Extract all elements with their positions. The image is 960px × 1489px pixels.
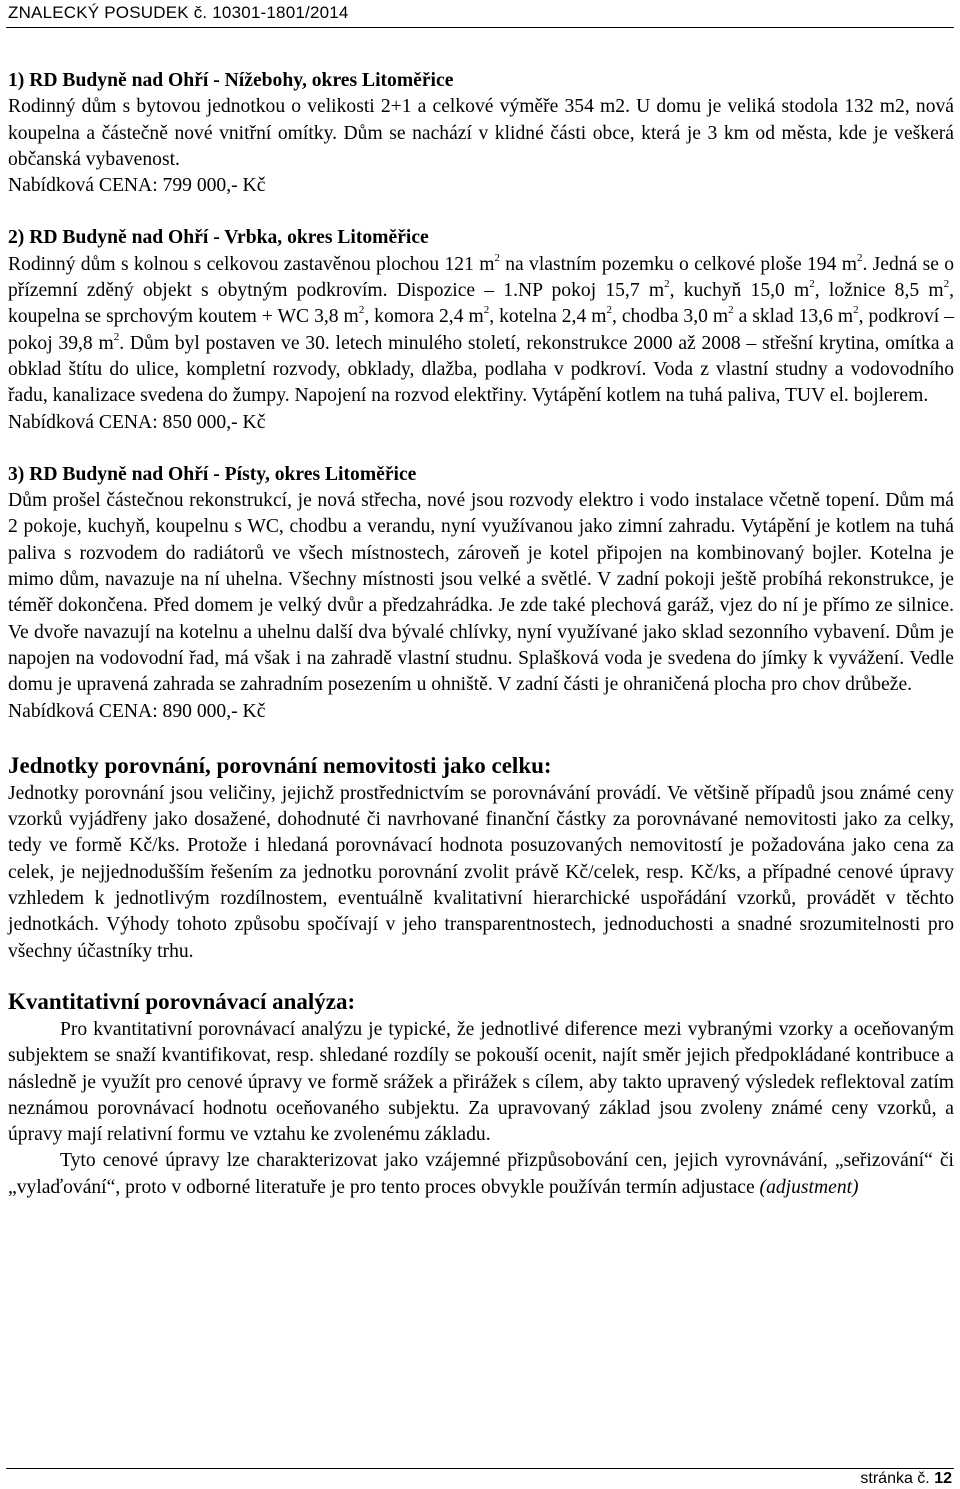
section-heading-quantitative: Kvantitativní porovnávací analýza:	[8, 988, 356, 1014]
listing-description: Rodinný dům s kolnou s celkovou zastavěnou plochou 121 $m^2$ na vlastním pozemku o celkové ploše 194 $m^2$. Jedná se o přízemní zděný objekt s obytným podkrovím. Dispozice – 1.NP pokoj 15,7 $m^2$, kuchyň 15,0 $m^2$, ložnice 8,5 $m^2$, koupelna se sprchovým koutem + WC 3,8 $m^2$, komora 2,4 $m^2$, kotelna 2,4 $m^2$, chodba 3,0 $m^2$ a sklad 13,6 $m^2$, podkroví – pokoj 39,8 $m^2$. Dům byl postaven ve 30. letech minulého století, rekonstrukce 2000 až 2008 – střešní krytina, omítka a obklad štítu do ulice, kompletní rozvody, obklady, dlažba, podlaha v podkroví. Voda z vlastní studny a vodovodního řadu, kanalizace svedena do žumpy. Napojení na rozvod elektřiny. Vytápění kotlem na tuhá paliva, TUV el. bojlerem.	[8, 251, 955, 407]
listing-1	[8, 68, 954, 199]
footer-rule	[6, 1468, 954, 1469]
listing-price: Nabídková CENA: 850 000,- Kč	[8, 411, 266, 433]
listing-description: Rodinný dům s bytovou jednotkou o velikosti 2+1 a celkové výměře 354 m2. U domu je veliká stodola 132 m2, nová koupelna a částečně nové vnitřní omítky. Dům se nachází v klidné části obce, která je 3 km od města, kde je veškerá občanská vybavenost.	[8, 96, 954, 170]
term-adjustment: (adjustment)	[759, 1176, 859, 1198]
listing-price: Nabídková CENA: 799 000,- Kč	[8, 175, 266, 197]
section-quant-paragraph-2: Tyto cenové úpravy lze charakterizovat jako vzájemné přizpůsobování cen, jejich vyrovnávání, „seřizování“ či „vylaďování“, proto v odborné literatuře je pro tento proces obvykle používán termín adjustace (adjustment)	[8, 1150, 954, 1198]
section-heading-units: Jednotky porovnání, porovnání nemovitosti jako celku:	[8, 752, 552, 778]
listing-title: 3) RD Budyně nad Ohří - Písty, okres Litoměřice	[8, 463, 417, 485]
header-rule	[6, 27, 954, 28]
listing-title: 2) RD Budyně nad Ohří - Vrbka, okres Litoměřice	[8, 227, 429, 249]
listing-2	[8, 225, 954, 435]
document-body	[8, 68, 954, 1201]
section-units-body: Jednotky porovnání jsou veličiny, jejichž prostřednictvím se porovnávání provádí. Ve většině případů jsou známé ceny vzorků vyjádřeny jako dosažené, dohodnuté či navrhované finanční částky za porovnávané nemovitosti jako za celky, tedy ve formě Kč/ks. Protože i hledaná porovnávací hodnota posuzovaných nemovitostí je požadována jako cena za celek, je nejjednodušším řešením za jednotku porovnání zvolit právě Kč/celek, resp. Kč/ks, a případné cenové úpravy vzhledem k jednotlivým rozdílnostem, eventuálně kvalitativní hierarchické uspořádání vzorků, provádět v těchto jednotkách. Výhody tohoto způsobu spočívají v jeho transparentnostech, jednoduchosti a snadné srozumitelnosti pro všechny účastníky trhu.	[8, 782, 954, 962]
listing-3	[8, 462, 954, 725]
listing-description: Dům prošel částečnou rekonstrukcí, je nová střecha, nové jsou rozvody elektro i vodo instalace včetně topení. Dům má 2 pokoje, kuchyň, koupelnu s WC, chodbu a verandu, nyní využívanou jako zimní zahradu. Vytápění je kotlem na tuhá paliva s rozvodem do radiátorů ve všech místnostech, zároveň je kotel připojen na kombinovaný bojler. Kotelna je mimo dům, navazuje na ní uhelna. Všechny místnosti jsou velké a světlé. V zadní pokoji ještě probíhá rekonstrukce, je téměř dokončena. Před domem je velký dvůr a předzahrádka. Je zde také plechová garáž, vjez do ní je přímo ze silnice. Ve dvoře navazují na kotelnu a uhelnu další dva bývalé chlívky, nyní využívané jako sklad sezonního vybavení. Dům je napojen na vodovodní řad, má však i na zahradě vlastní studnu. Splašková voda je svedena do jímky k vyvážení. Vedle domu je upravená zahrada se zahradním posezením u ohniště. V zadní části je ohraničená plocha pro chov drůbeže.	[8, 490, 954, 696]
section-quant-paragraph-1: Pro kvantitativní porovnávací analýzu je typické, že jednotlivé diference mezi vybranými vzorky a oceňovaným subjektem se snaží kvantifikovat, resp. shledané rozdíly se pokouší ocenit, najít směr jejich předpokládané kontribuce a následně je využít pro cenové úpravy ve formě srážek a přirážek s cílem, aby takto upravený výsledek reflektoval zatím neznámou porovnávací hodnotu oceňovaného subjektu. Za upravovaný základ jsou zvoleny známé ceny vzorků, a úpravy mají relativní formu ve vztahu ke zvolenému základu.	[8, 1018, 954, 1146]
page-number: stránka č. 12	[860, 1470, 952, 1487]
document-header: ZNALECKÝ POSUDEK č. 10301-1801/2014	[8, 3, 349, 22]
listing-price: Nabídková CENA: 890 000,- Kč	[8, 700, 266, 722]
listing-title: 1) RD Budyně nad Ohří - Nížebohy, okres Litoměřice	[8, 70, 454, 91]
